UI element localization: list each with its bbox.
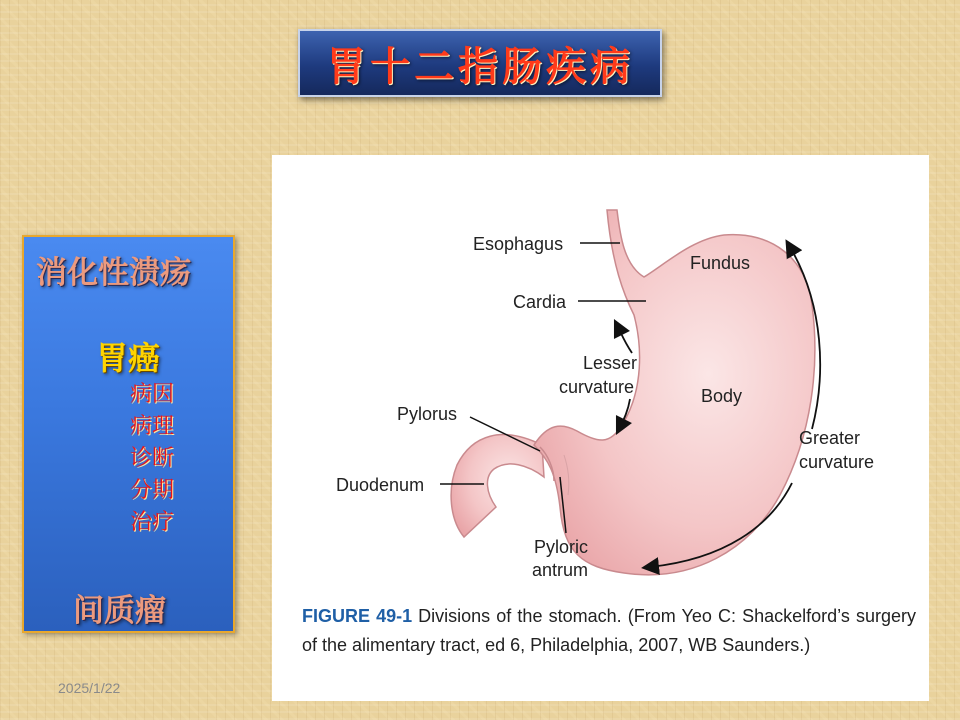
nav-item-peptic-ulcer[interactable]: 消化性溃疡 [36, 255, 191, 291]
figure-caption-text: Divisions of the stomach. (From Yeo C: Shackelford’s surgery of the alimentary tract, ed 6, Philadelphia, 2007, WB Saunders.) [302, 606, 917, 655]
label-pylorus: Pylorus [397, 404, 458, 424]
label-esophagus: Esophagus [473, 234, 564, 254]
stomach-figure [272, 155, 929, 701]
label-pyloric-antrum-line1: Pyloric [534, 537, 589, 557]
nav-subitem-pathology[interactable]: 病理 [130, 414, 175, 439]
label-lesser-curvature-line1: Lesser [583, 353, 638, 373]
label-greater-curvature-line1: Greater [799, 428, 861, 448]
topic-nav-panel [22, 235, 235, 633]
lesser-curvature-arrow-up [618, 327, 632, 353]
slide-title-banner [298, 29, 662, 97]
label-cardia: Cardia [513, 292, 567, 312]
figure-caption-label: FIGURE 49-1 [302, 606, 413, 626]
nav-subitem-diagnosis[interactable]: 诊断 [130, 446, 175, 471]
nav-item-gist[interactable]: 间质瘤 [73, 593, 166, 629]
nav-subitem-treatment[interactable]: 治疗 [130, 510, 175, 535]
label-lesser-curvature-line2: curvature [559, 377, 635, 397]
label-greater-curvature-line2: curvature [799, 452, 875, 472]
label-pyloric-antrum-line2: antrum [532, 560, 589, 580]
slide-title: 胃十二指肠疾病 [326, 43, 634, 90]
nav-item-gastric-cancer[interactable]: 胃癌 [96, 339, 161, 377]
label-fundus: Fundus [690, 253, 751, 273]
nav-subitem-etiology[interactable]: 病因 [130, 382, 175, 407]
nav-subitem-staging[interactable]: 分期 [130, 478, 175, 503]
duodenum-shape [451, 435, 544, 537]
stomach-diagram [272, 155, 929, 595]
slide-date: 2025/1/22 [58, 680, 121, 696]
label-body: Body [701, 386, 743, 406]
figure-caption [302, 602, 916, 660]
label-duodenum: Duodenum [336, 475, 425, 495]
